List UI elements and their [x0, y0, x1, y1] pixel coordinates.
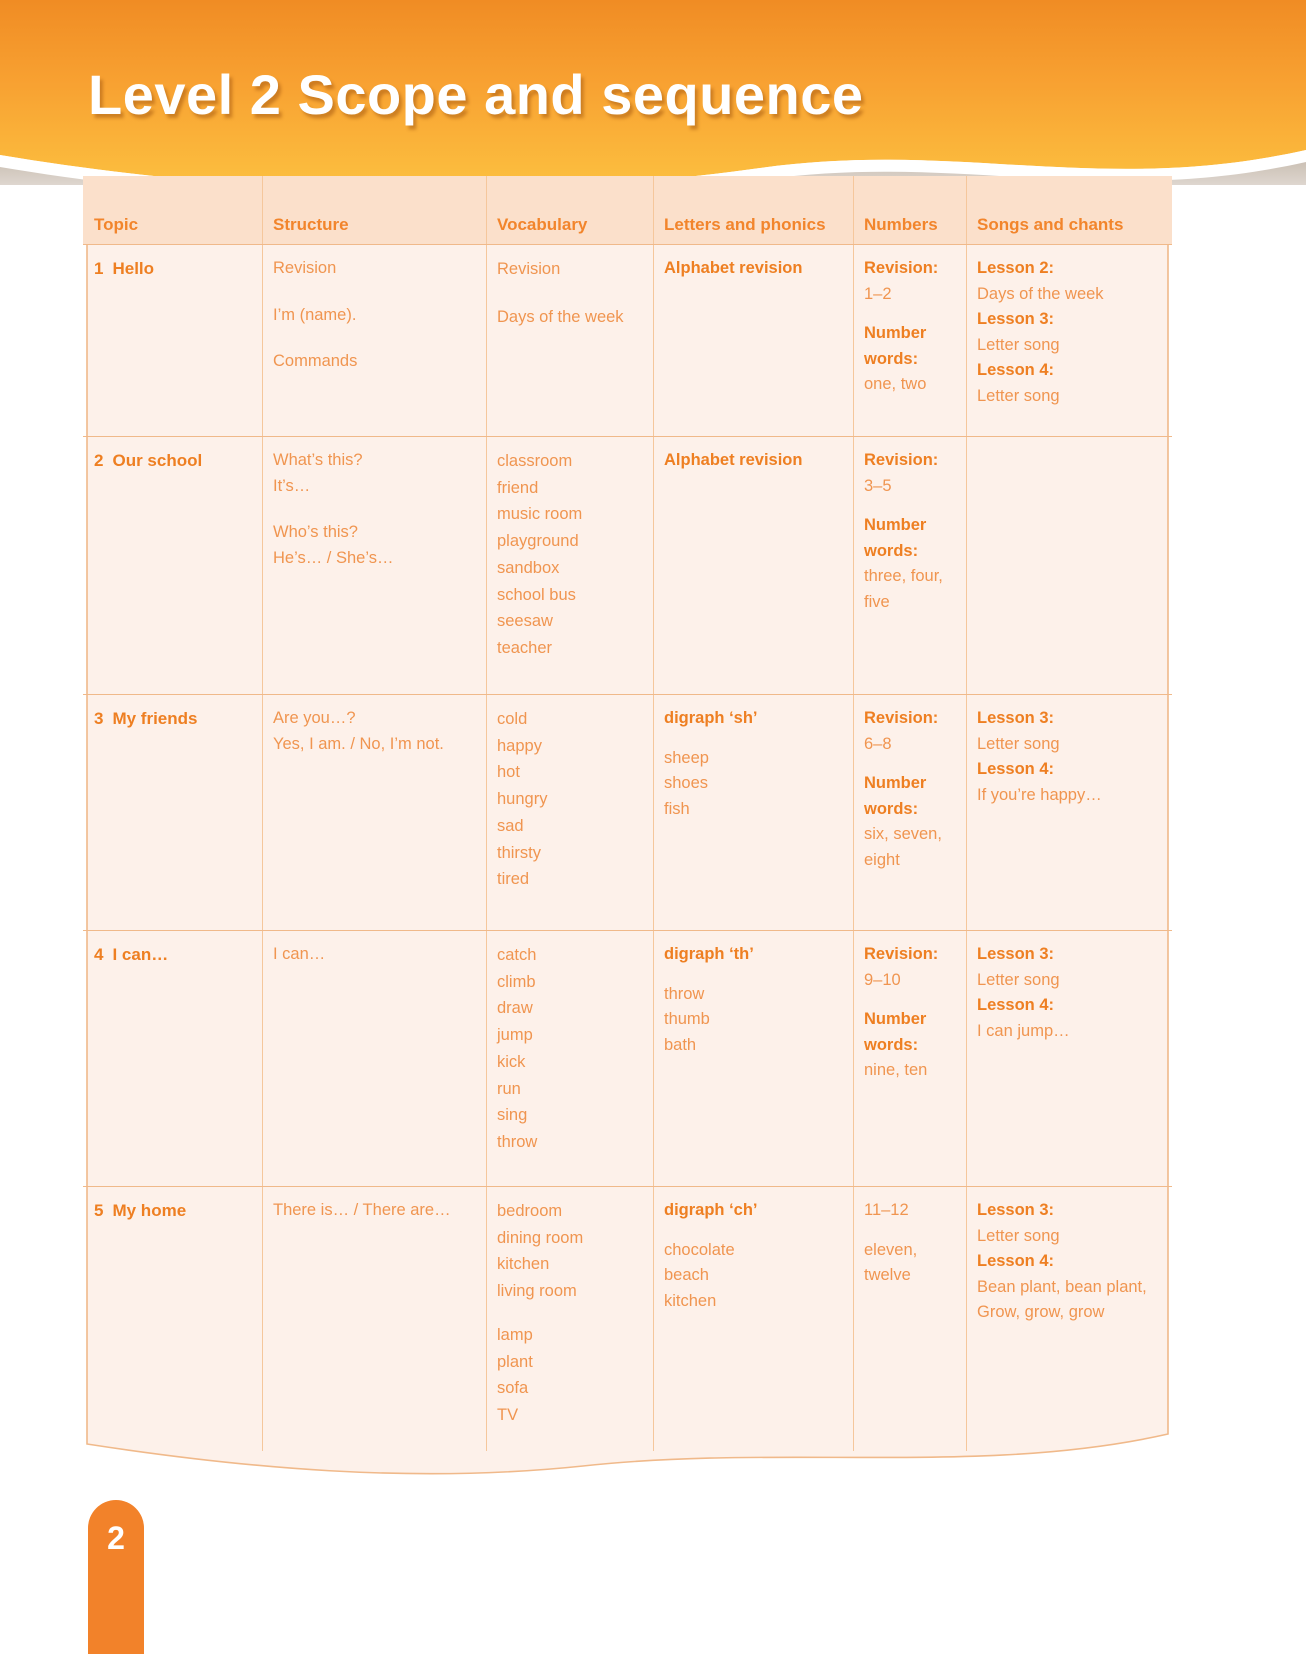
cell-songs-and-chants: [966, 930, 1172, 1186]
song-lesson-label: Lesson 3:: [977, 310, 1055, 329]
topic-name: Our school: [112, 451, 203, 470]
cell-letters-and-phonics: [653, 1186, 853, 1451]
phonics-word: kitchen: [664, 1291, 717, 1310]
vocabulary-word: seesaw: [497, 612, 553, 631]
numbers-label: Revision:: [864, 259, 939, 277]
vocabulary-word: teacher: [497, 639, 553, 658]
vocabulary-word: happy: [497, 736, 542, 755]
phonics-word: fish: [664, 799, 690, 818]
phonics-word: beach: [664, 1266, 709, 1285]
vocabulary-word: draw: [497, 999, 533, 1018]
structure-line: What’s this?: [273, 451, 363, 469]
cell-vocabulary: [486, 694, 653, 930]
numbers-label: Number words:: [864, 1010, 927, 1054]
numbers-label: Number words:: [864, 774, 927, 818]
cell-songs-and-chants: [966, 436, 1172, 694]
table-row: [83, 436, 1172, 694]
cell-numbers: [853, 930, 966, 1186]
song-title: Letter song: [977, 386, 1060, 405]
structure-line: I’m (name).: [273, 305, 357, 324]
vocabulary-word: hungry: [497, 790, 548, 809]
numbers-value: nine, ten: [864, 1061, 928, 1080]
topic-label: [94, 942, 251, 968]
column-header-letters-and-phonics: Letters and phonics: [653, 176, 853, 244]
cell-topic: [83, 436, 262, 694]
numbers-value: eleven, twelve: [864, 1240, 918, 1285]
cell-letters-and-phonics: [653, 436, 853, 694]
cell-structure: [262, 244, 486, 436]
cell-numbers: [853, 436, 966, 694]
numbers-label: Revision:: [864, 451, 939, 469]
numbers-label: Revision:: [864, 945, 939, 963]
cell-songs-and-chants: [966, 244, 1172, 436]
vocabulary-word: playground: [497, 532, 579, 551]
vocabulary-word: TV: [497, 1406, 519, 1425]
topic-name: My home: [112, 1201, 187, 1220]
vocabulary-word: sad: [497, 816, 524, 835]
cell-numbers: [853, 694, 966, 930]
structure-line: Commands: [273, 352, 358, 371]
song-title: Bean plant, bean plant, Grow, grow, grow: [977, 1277, 1147, 1322]
vocabulary-word: classroom: [497, 452, 573, 470]
cell-numbers: [853, 244, 966, 436]
vocabulary-word: Revision: [497, 260, 561, 278]
phonics-heading: digraph ‘sh’: [664, 709, 758, 727]
table-row: [83, 1186, 1172, 1451]
topic-number: 1: [94, 259, 104, 278]
numbers-value: 11–12: [864, 1201, 909, 1219]
vocabulary-word: sandbox: [497, 558, 560, 577]
numbers-label: Revision:: [864, 709, 939, 727]
cell-songs-and-chants: [966, 694, 1172, 930]
structure-line: Are you…?: [273, 709, 356, 727]
cell-letters-and-phonics: [653, 244, 853, 436]
page-number-badge: [88, 1500, 144, 1654]
structure-line: He’s… / She’s…: [273, 548, 394, 567]
vocabulary-word: tired: [497, 870, 530, 889]
cell-vocabulary: [486, 244, 653, 436]
phonics-heading: Alphabet revision: [664, 451, 803, 469]
numbers-label: Number words:: [864, 516, 927, 560]
vocabulary-word: lamp: [497, 1325, 533, 1344]
song-title: Letter song: [977, 1226, 1060, 1245]
topic-number: 4: [94, 945, 104, 964]
table-row: [83, 694, 1172, 930]
topic-number: 5: [94, 1201, 104, 1220]
phonics-word: chocolate: [664, 1240, 735, 1259]
structure-line: It’s…: [273, 476, 311, 495]
cell-topic: [83, 1186, 262, 1451]
numbers-value: 9–10: [864, 970, 901, 989]
song-title: Letter song: [977, 335, 1060, 354]
table-header-row: [83, 176, 1172, 244]
column-header-structure: Structure: [262, 176, 486, 244]
vocabulary-word: hot: [497, 763, 520, 782]
vocabulary-word: catch: [497, 946, 537, 964]
column-header-topic: Topic: [94, 215, 139, 234]
song-title: If you’re happy…: [977, 785, 1102, 804]
structure-line: Yes, I am. / No, I’m not.: [273, 734, 444, 753]
numbers-value: one, two: [864, 375, 927, 394]
vocabulary-word: school bus: [497, 585, 576, 604]
table-grid: [83, 176, 1172, 1451]
song-title: I can jump…: [977, 1021, 1070, 1040]
numbers-value: 1–2: [864, 284, 892, 303]
numbers-value: 3–5: [864, 476, 892, 495]
topic-number: 2: [94, 451, 104, 470]
vocabulary-word: thirsty: [497, 843, 542, 862]
phonics-word: shoes: [664, 774, 709, 793]
cell-vocabulary: [486, 930, 653, 1186]
cell-letters-and-phonics: [653, 694, 853, 930]
topic-name: I can…: [112, 945, 169, 964]
vocabulary-word: friend: [497, 478, 539, 497]
phonics-word: bath: [664, 1035, 697, 1054]
structure-line: Who’s this?: [273, 523, 358, 542]
topic-label: [94, 1198, 251, 1224]
structure-line: I can…: [273, 945, 326, 963]
cell-structure: [262, 1186, 486, 1451]
song-title: Letter song: [977, 970, 1060, 989]
vocabulary-word: climb: [497, 972, 536, 991]
song-title: Letter song: [977, 734, 1060, 753]
structure-line: Revision: [273, 259, 337, 277]
vocabulary-word: jump: [497, 1026, 533, 1045]
vocabulary-word: kitchen: [497, 1255, 550, 1274]
vocabulary-word: living room: [497, 1282, 577, 1301]
cell-topic: [83, 694, 262, 930]
column-header-songs-and-chants: Songs and chants: [966, 176, 1172, 244]
vocabulary-word: sofa: [497, 1379, 529, 1398]
page-title: Level 2 Scope and sequence: [88, 63, 864, 126]
song-lesson-label: Lesson 4:: [977, 361, 1055, 380]
song-lesson-label: Lesson 3:: [977, 1201, 1055, 1219]
column-header-numbers: Numbers: [853, 176, 966, 244]
page-header-banner: [0, 0, 1306, 185]
vocabulary-word: cold: [497, 710, 528, 728]
song-lesson-label: Lesson 4:: [977, 760, 1055, 779]
cell-songs-and-chants: [966, 1186, 1172, 1451]
topic-label: [94, 256, 251, 282]
topic-number: 3: [94, 709, 104, 728]
cell-topic: [83, 930, 262, 1186]
cell-topic: [83, 244, 262, 436]
song-lesson-label: Lesson 4:: [977, 1252, 1055, 1271]
numbers-value: six, seven, eight: [864, 825, 942, 869]
cell-vocabulary: [486, 436, 653, 694]
song-lesson-label: Lesson 4:: [977, 996, 1055, 1015]
vocabulary-word: throw: [497, 1133, 538, 1152]
numbers-label: Number words:: [864, 324, 927, 368]
cell-structure: [262, 694, 486, 930]
topic-name: Hello: [112, 259, 155, 278]
cell-numbers: [853, 1186, 966, 1451]
cell-structure: [262, 436, 486, 694]
vocabulary-word: sing: [497, 1106, 528, 1125]
cell-letters-and-phonics: [653, 930, 853, 1186]
structure-line: There is… / There are…: [273, 1201, 451, 1219]
phonics-heading: Alphabet revision: [664, 259, 803, 277]
numbers-value: 6–8: [864, 734, 892, 753]
vocabulary-word: plant: [497, 1352, 533, 1371]
table-row: [83, 930, 1172, 1186]
phonics-heading: digraph ‘ch’: [664, 1201, 758, 1219]
page-number: 2: [107, 1520, 125, 1556]
cell-structure: [262, 930, 486, 1186]
cell-vocabulary: [486, 1186, 653, 1451]
vocabulary-word: dining room: [497, 1228, 584, 1247]
column-header-vocabulary: Vocabulary: [486, 176, 653, 244]
table-row: [83, 244, 1172, 436]
song-title: Days of the week: [977, 284, 1104, 303]
topic-name: My friends: [112, 709, 198, 728]
numbers-value: three, four, five: [864, 567, 943, 611]
vocabulary-word: bedroom: [497, 1202, 563, 1220]
song-lesson-label: Lesson 3:: [977, 945, 1055, 963]
phonics-word: thumb: [664, 1010, 710, 1029]
song-lesson-label: Lesson 3:: [977, 709, 1055, 727]
scope-and-sequence-table: [83, 176, 1172, 1476]
topic-label: [94, 706, 251, 732]
topic-label: [94, 448, 251, 474]
song-lesson-label: Lesson 2:: [977, 259, 1055, 277]
phonics-word: throw: [664, 984, 705, 1003]
phonics-word: sheep: [664, 748, 709, 767]
vocabulary-word: Days of the week: [497, 307, 624, 326]
phonics-heading: digraph ‘th’: [664, 945, 754, 963]
vocabulary-word: kick: [497, 1052, 526, 1071]
vocabulary-word: run: [497, 1079, 521, 1098]
vocabulary-word: music room: [497, 505, 583, 524]
